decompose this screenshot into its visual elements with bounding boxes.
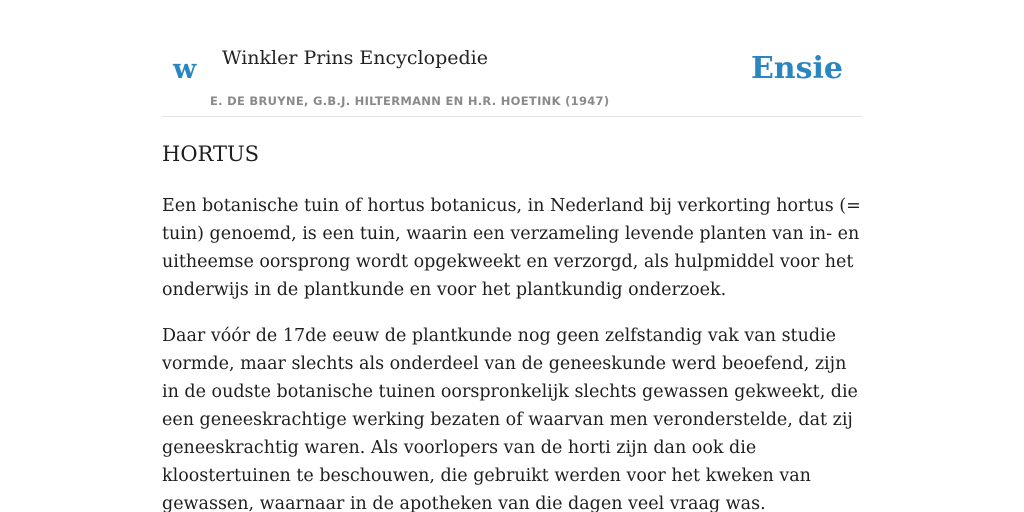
publication-title[interactable]: Winkler Prins Encyclopedie [222,47,488,69]
article-paragraph: Een botanische tuin of hortus botanicus, in Nederland bij verkorting hortus (= tuin) genoemd, is een tuin, waarin een verzameling levende planten van in- en uitheemse oorsprong wordt opgekweekt en verzorgd, als hulpmiddel voor het onderwijs in de plantkunde en voor het plantkundig onderzoek. [162,196,861,300]
ensie-logo[interactable]: Ensie [750,51,843,86]
article-title: HORTUS [162,142,260,166]
article-paragraph: Daar vóór de 17de eeuw de plantkunde nog geen zelfstandig vak van studie vormde, maar slechts als onderdeel van de geneeskunde werd beoefend, zijn in de oudste botanische tuinen oorspronkelijk slechts gewassen gekweekt, die een geneeskrachtige werking bezaten of waarvan men veronderstelde, dat zij geneeskrachtig waren. Als voorlopers van de horti zijn dan ook die kloostertuinen te beschouwen, die gebruikt werden voor het kweken van gewassen, waarnaar in de apotheken van die dagen veel vraag was. [162,326,858,512]
site-header [162,0,862,117]
publication-logo-icon[interactable]: w [173,54,197,85]
article [162,138,862,512]
publication-authors: E. DE BRUYNE, G.B.J. HILTERMANN EN H.R. HOETINK (1947) [210,94,610,108]
